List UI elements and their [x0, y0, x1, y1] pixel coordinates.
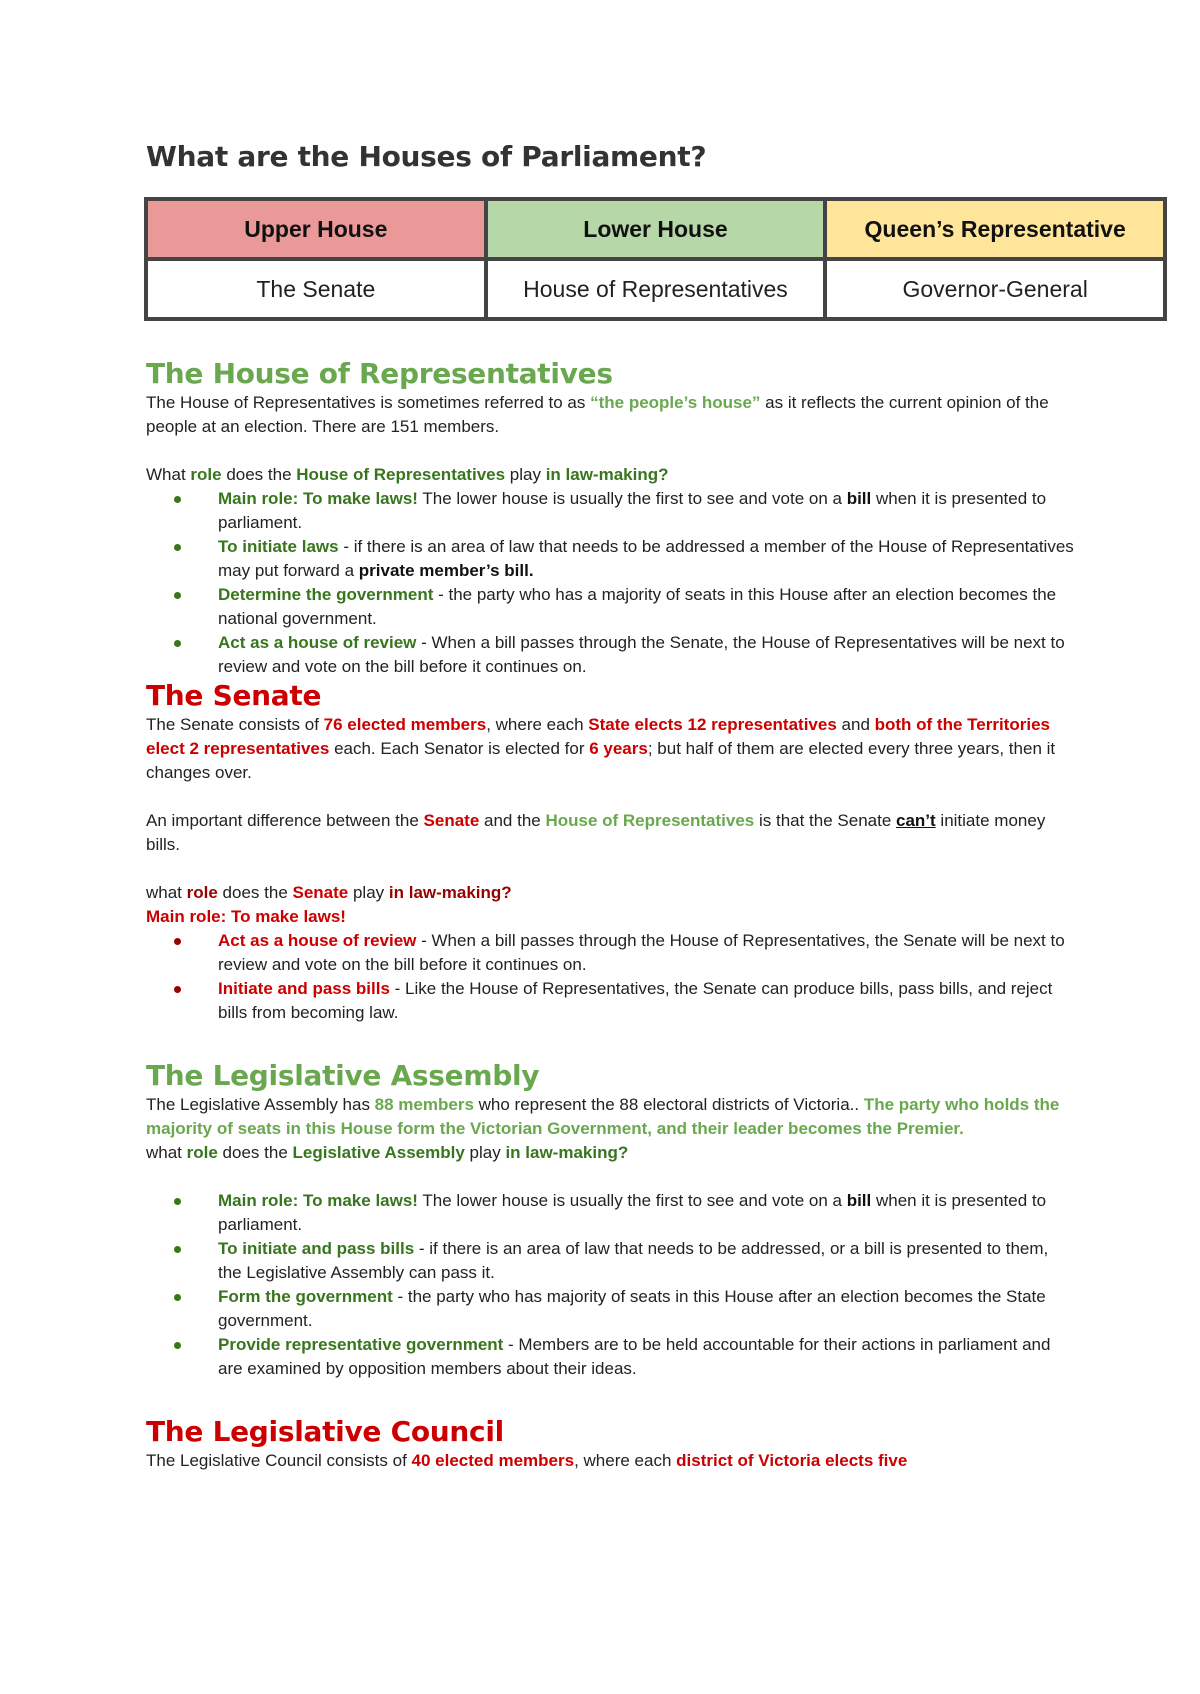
la-intro: The Legislative Assembly has 88 members who represent the 88 electoral districts of Victoria.. The party who holds the majority of seats in this House form the Victorian Government, and their leader becomes the Premier.: [146, 1095, 1060, 1138]
header-upper-house: Upper House: [146, 199, 486, 259]
heading-house-of-representatives: The House of Representatives: [146, 357, 613, 390]
bullet-icon: [174, 1342, 181, 1349]
bullet-icon: [174, 1294, 181, 1301]
lc-intro: The Legislative Council consists of 40 elected members, where each district of Victoria elects five: [146, 1451, 908, 1470]
value-upper-house: The Senate: [146, 259, 486, 319]
bullet-icon: [174, 986, 181, 993]
hor-intro: The House of Representatives is sometimes referred to as “the people’s house” as it reflects the current opinion of the people at an election. There are 151 members.: [146, 393, 1049, 436]
list-item: Initiate and pass bills - Like the House of Representatives, the Senate can produce bills, pass bills, and reject bills from becoming law.: [218, 977, 1076, 1025]
heading-senate: The Senate: [146, 679, 322, 712]
senate-intro: The Senate consists of 76 elected members, where each State elects 12 representatives and both of the Territories elect 2 representatives each. Each Senator is elected for 6 years; but half of them are elected every three years, then it changes over.: [146, 715, 1056, 782]
heading-legislative-assembly: The Legislative Assembly: [146, 1059, 540, 1092]
list-item: Main role: To make laws! The lower house is usually the first to see and vote on a bill when it is presented to parliament.: [218, 487, 1076, 535]
list-item: Act as a house of review - When a bill passes through the Senate, the House of Representatives will be next to review and vote on the bill before it continues on.: [218, 631, 1076, 679]
document-content: [146, 140, 1126, 1473]
header-queens-representative: Queen’s Representative: [825, 199, 1165, 259]
la-question: what role does the Legislative Assembly play in law-making?: [146, 1143, 629, 1162]
senate-question: what role does the Senate play in law-making?: [146, 883, 512, 902]
senate-roles-list: [146, 929, 1076, 1025]
value-lower-house: House of Representatives: [486, 259, 826, 319]
hor-roles-list: [146, 487, 1076, 679]
senate-main-role: Main role: To make laws!: [146, 907, 346, 926]
bullet-icon: [174, 1198, 181, 1205]
list-item: To initiate laws - if there is an area of law that needs to be addressed a member of the House of Representatives may put forward a private member’s bill.: [218, 535, 1076, 583]
bullet-icon: [174, 544, 181, 551]
bullet-icon: [174, 592, 181, 599]
la-roles-list: [146, 1189, 1076, 1381]
value-queens-representative: Governor-General: [825, 259, 1165, 319]
list-item: Determine the government - the party who has a majority of seats in this House after an election becomes the national government.: [218, 583, 1076, 631]
list-item: Act as a house of review - When a bill passes through the House of Representatives, the Senate will be next to review and vote on the bill before it continues on.: [218, 929, 1076, 977]
bullet-icon: [174, 496, 181, 503]
list-item: Provide representative government - Members are to be held accountable for their actions in parliament and are examined by opposition members about their ideas.: [218, 1333, 1076, 1381]
list-item: To initiate and pass bills - if there is an area of law that needs to be addressed, or a bill is presented to them, the Legislative Assembly can pass it.: [218, 1237, 1076, 1285]
list-item: Main role: To make laws! The lower house is usually the first to see and vote on a bill when it is presented to parliament.: [218, 1189, 1076, 1237]
hor-question: What role does the House of Representatives play in law-making?: [146, 465, 669, 484]
bullet-icon: [174, 1246, 181, 1253]
houses-table: [144, 197, 1167, 321]
page-title: What are the Houses of Parliament?: [146, 140, 707, 173]
bullet-icon: [174, 640, 181, 647]
heading-legislative-council: The Legislative Council: [146, 1415, 504, 1448]
bullet-icon: [174, 938, 181, 945]
list-item: Form the government - the party who has majority of seats in this House after an election becomes the State government.: [218, 1285, 1076, 1333]
senate-difference: An important difference between the Senate and the House of Representatives is that the Senate can’t initiate money bills.: [146, 811, 1046, 854]
header-lower-house: Lower House: [486, 199, 826, 259]
